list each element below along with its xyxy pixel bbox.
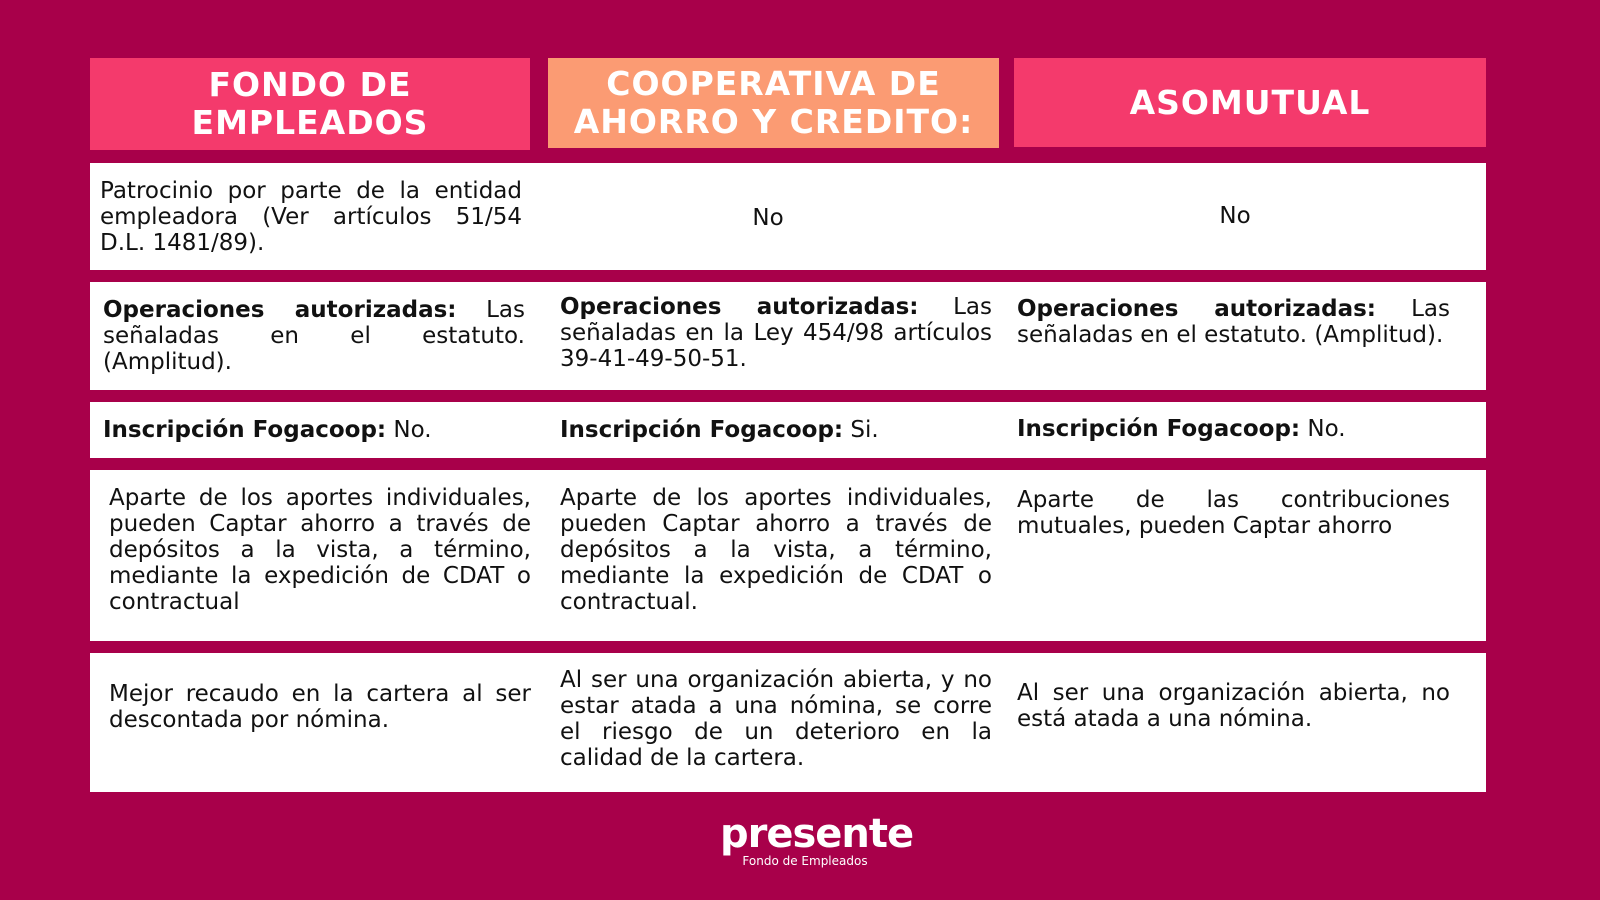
header-label: COOPERATIVA DE AHORRO Y CREDITO: (573, 64, 974, 141)
cell-bold-label: Inscripción Fogacoop: (1017, 416, 1301, 442)
header-asomutual (1014, 58, 1486, 147)
cell-asomutual (1017, 680, 1450, 732)
header-label: FONDO DE EMPLEADOS (191, 65, 429, 142)
cell-text: Patrocinio por parte de la entidad empleadora (Ver artículos 51/54 D.L. 1481/89). (100, 178, 522, 256)
header-cooperativa (548, 58, 999, 148)
cell-text: Aparte de los aportes individuales, pueden Captar ahorro a través de depósitos a la vista, a término, mediante la expedición de CDAT o contractual (109, 485, 531, 615)
cell-bold-label: Inscripción Fogacoop: (560, 417, 844, 443)
cell-fondo (103, 417, 533, 443)
cell-asomutual (1017, 416, 1457, 442)
cell-fondo (109, 681, 531, 733)
cell-text: Al ser una organización abierta, y no estar atada a una nómina, se corre el riesgo de un deterioro en la calidad de la cartera. (560, 667, 992, 771)
cell-text: Si. (843, 417, 879, 443)
cell-text: Las señaladas en la Ley 454/98 artículos 39-41-49-50-51. (560, 294, 992, 372)
cell-text: Las señaladas en el estatuto. (Amplitud). (103, 297, 525, 375)
cell-fondo (103, 297, 525, 375)
cell-bold-label: Operaciones autorizadas: (1017, 296, 1376, 322)
table-row (90, 470, 1486, 641)
cell-text: Al ser una organización abierta, no está atada a una nómina. (1017, 680, 1450, 732)
logo-subtitle: Fondo de Empleados (742, 854, 868, 868)
cell-asomutual (1017, 296, 1450, 348)
cell-text: Aparte de los aportes individuales, pueden Captar ahorro a través de depósitos a la vista, a término, mediante la expedición de CDAT o contractual. (560, 485, 992, 615)
table-row (90, 653, 1486, 792)
cell-cooperativa (560, 294, 992, 372)
cell-cooperativa (560, 485, 992, 615)
table-row (90, 402, 1486, 458)
cell-bold-label: Inscripción Fogacoop: (103, 417, 387, 443)
cell-fondo (100, 178, 522, 256)
cell-text: No. (1300, 416, 1346, 442)
cell-text: No (752, 205, 784, 231)
cell-text: Mejor recaudo en la cartera al ser descontada por nómina. (109, 681, 531, 733)
logo-wordmark: presente (720, 811, 914, 857)
cell-bold-label: Operaciones autorizadas: (103, 297, 457, 323)
cell-text: No (1219, 203, 1251, 229)
cell-cooperativa (560, 667, 992, 771)
table-row (90, 282, 1486, 390)
cell-cooperativa (560, 417, 1000, 443)
cell-bold-label: Operaciones autorizadas: (560, 294, 919, 320)
presente-logo (720, 811, 914, 868)
cell-cooperativa (548, 205, 988, 231)
cell-fondo (109, 485, 531, 615)
cell-asomutual (1017, 487, 1450, 539)
header-fondo-de-empleados (90, 58, 530, 150)
table-row (90, 163, 1486, 270)
cell-asomutual (1005, 203, 1465, 229)
cell-text: No. (386, 417, 432, 443)
cell-text: Las señaladas en el estatuto. (Amplitud). (1017, 296, 1450, 348)
cell-text: Aparte de las contribuciones mutuales, pueden Captar ahorro (1017, 487, 1450, 539)
header-label: ASOMUTUAL (1129, 82, 1371, 122)
